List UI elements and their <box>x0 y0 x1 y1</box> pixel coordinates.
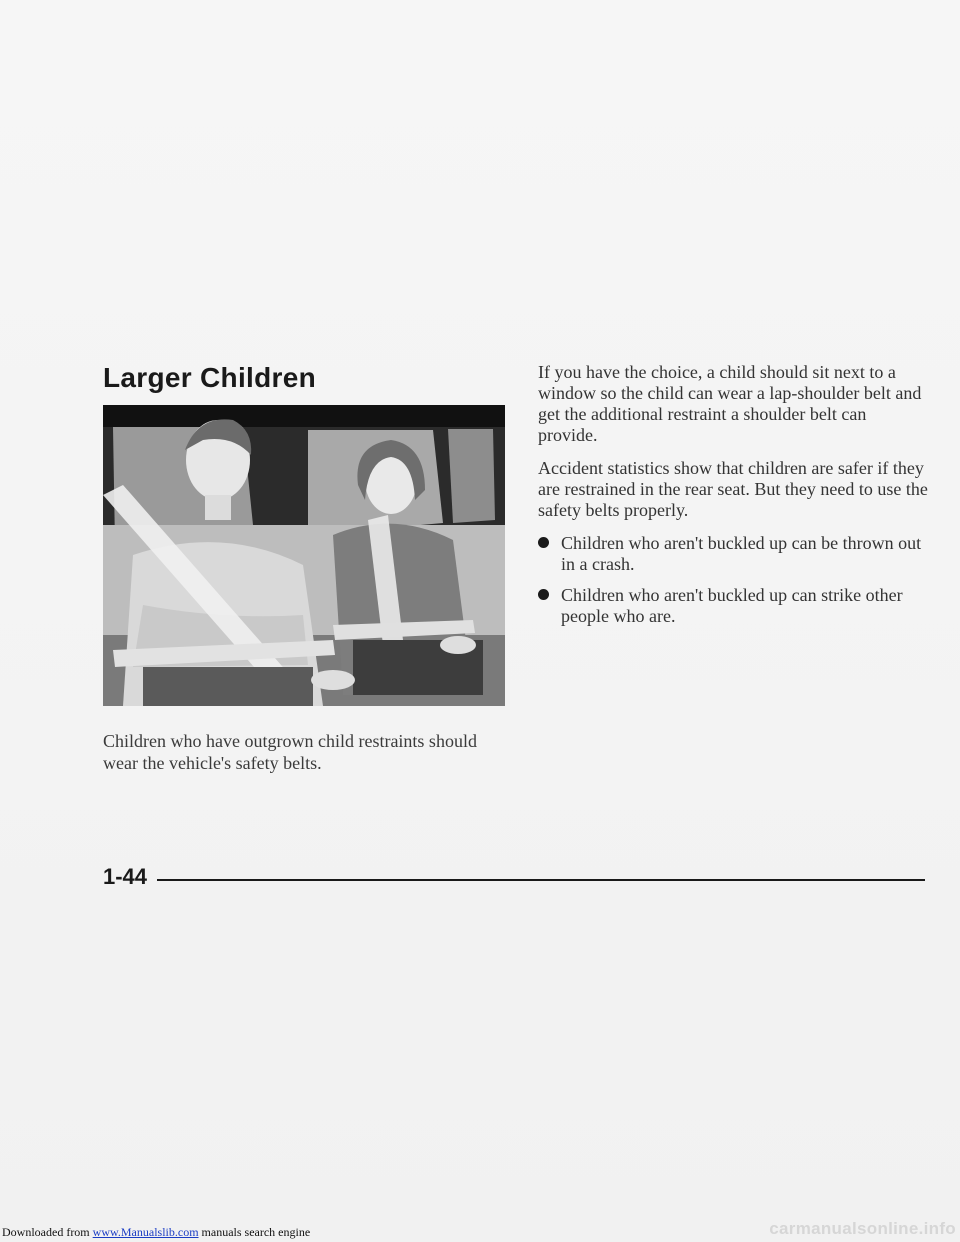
section-title: Larger Children <box>103 362 316 393</box>
bullet-text: Children who aren't buckled up can strike other people who are. <box>561 585 903 626</box>
figure-caption: Children who have outgrown child restraints should wear the vehicle's safety belts. <box>103 731 477 773</box>
right-column <box>538 362 928 637</box>
paragraph-accident-statistics: Accident statistics show that children are safer if they are restrained in the rear seat. But they need to use the safety belts properly. <box>538 458 928 520</box>
bullet-text: Children who aren't buckled up can be thrown out in a crash. <box>561 533 922 574</box>
download-note <box>2 1225 310 1240</box>
download-note-suffix: manuals search engine <box>198 1225 311 1239</box>
watermark: carmanualsonline.info <box>769 1219 956 1238</box>
page-number: 1-44 <box>103 864 148 889</box>
manualslib-link[interactable]: www.Manualslib.com <box>92 1225 199 1239</box>
bullet-list <box>538 533 928 627</box>
children-seatbelt-illustration <box>103 405 505 706</box>
bullet-icon <box>538 589 549 600</box>
bullet-item <box>538 585 928 627</box>
bullet-icon <box>538 537 549 548</box>
paragraph-window-seat: If you have the choice, a child should sit next to a window so the child can wear a lap-shoulder belt and get the additional restraint a shoulder belt can provide. <box>538 362 922 445</box>
page-footer <box>103 864 925 894</box>
download-note-prefix: Downloaded from <box>2 1225 93 1239</box>
footer-rule <box>157 879 925 881</box>
bullet-item <box>538 533 928 575</box>
